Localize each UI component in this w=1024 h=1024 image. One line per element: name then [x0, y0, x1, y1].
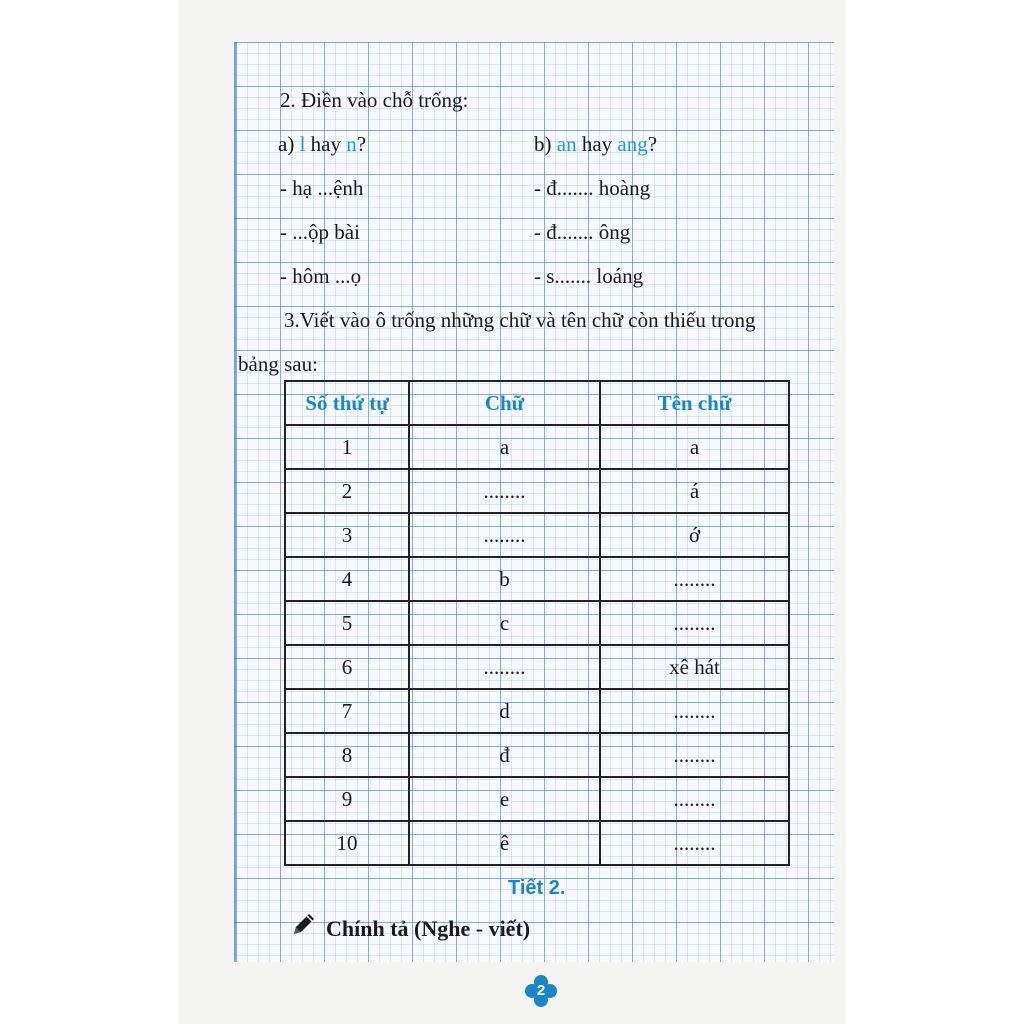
item-b-2: - đ....... ông	[534, 220, 631, 244]
part-b-prompt: b) an hay ang?	[534, 132, 658, 156]
cell-name-blank[interactable]: ........	[600, 689, 789, 733]
item-a-3: - hôm ...ọ	[280, 264, 362, 288]
section-tiet: Tiết 2.	[508, 877, 566, 899]
cell-order: 9	[285, 777, 409, 821]
cell-name: xê hát	[600, 645, 789, 689]
cell-order: 1	[285, 425, 409, 469]
cell-name: ớ	[600, 513, 789, 557]
cell-name-blank[interactable]: ........	[600, 821, 789, 865]
page-number: 2	[536, 982, 546, 999]
cell-letter: b	[409, 557, 600, 601]
cell-letter: d	[409, 689, 600, 733]
table-row	[285, 557, 789, 601]
table-row	[285, 689, 789, 733]
table-header-row	[285, 381, 789, 425]
table-row	[285, 425, 789, 469]
cell-order: 7	[285, 689, 409, 733]
cell-order: 4	[285, 557, 409, 601]
cell-order: 10	[285, 821, 409, 865]
exercise-3-title-cont: bảng sau:	[238, 352, 318, 376]
cell-order: 3	[285, 513, 409, 557]
cell-name-blank[interactable]: ........	[600, 601, 789, 645]
cell-letter-blank[interactable]: ........	[409, 645, 600, 689]
cell-letter-blank[interactable]: ........	[409, 513, 600, 557]
cell-letter: ê	[409, 821, 600, 865]
table-row	[285, 777, 789, 821]
item-b-3: - s....... loáng	[534, 264, 644, 288]
cell-letter: a	[409, 425, 600, 469]
table-row	[285, 601, 789, 645]
cell-name: á	[600, 469, 789, 513]
cell-letter: đ	[409, 733, 600, 777]
cell-letter: c	[409, 601, 600, 645]
item-a-1: - hạ ...ệnh	[280, 176, 364, 200]
cell-name-blank[interactable]: ........	[600, 733, 789, 777]
exercise-3-title: 3.Viết vào ô trống những chữ và tên chữ còn thiếu trong	[284, 308, 756, 332]
cell-order: 6	[285, 645, 409, 689]
pencil-icon	[290, 910, 318, 938]
table-row	[285, 733, 789, 777]
item-b-1: - đ....... hoàng	[534, 176, 651, 200]
cell-letter: e	[409, 777, 600, 821]
section-heading: Chính tả (Nghe - viết)	[326, 916, 531, 941]
cell-letter-blank[interactable]: ........	[409, 469, 600, 513]
table-row	[285, 469, 789, 513]
cell-name: a	[600, 425, 789, 469]
cell-order: 8	[285, 733, 409, 777]
header-order: Số thứ tự	[285, 381, 409, 425]
part-a-prompt: a) l hay n?	[278, 132, 367, 156]
exercise-2-title: 2. Điền vào chỗ trống:	[280, 88, 469, 112]
item-a-2: - ...ộp bài	[280, 220, 360, 244]
header-letter: Chữ	[409, 381, 600, 425]
cell-name-blank[interactable]: ........	[600, 557, 789, 601]
cell-order: 5	[285, 601, 409, 645]
header-letter-name: Tên chữ	[600, 381, 789, 425]
cell-order: 2	[285, 469, 409, 513]
table-row	[285, 645, 789, 689]
table-row	[285, 513, 789, 557]
letters-table	[284, 380, 790, 866]
cell-name-blank[interactable]: ........	[600, 777, 789, 821]
table-row	[285, 821, 789, 865]
